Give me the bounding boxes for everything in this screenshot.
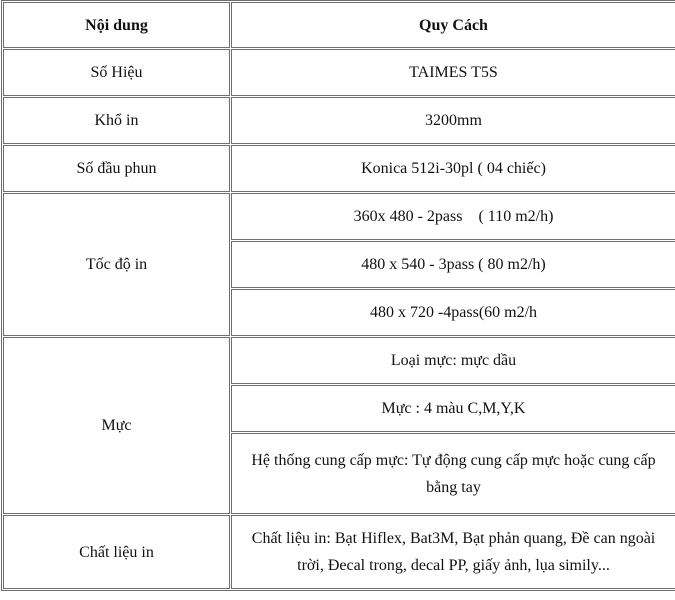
table-header-row xyxy=(3,2,675,48)
row-value-heads: Konica 512i-30pl ( 04 chiếc) xyxy=(231,145,675,192)
table-row-speed-1 xyxy=(3,193,675,240)
table-row-heads xyxy=(3,145,675,192)
row-value-width: 3200mm xyxy=(231,97,675,144)
row-label-material: Chất liệu in xyxy=(3,515,230,589)
header-content: Nội dung xyxy=(3,2,230,48)
table-row-width xyxy=(3,97,675,144)
row-value-speed-2: 480 x 540 - 3pass ( 80 m2/h) xyxy=(231,241,675,288)
row-label-ink: Mực xyxy=(3,337,230,514)
row-value-model: TAIMES T5S xyxy=(231,49,675,96)
row-label-heads: Số đầu phun xyxy=(3,145,230,192)
table-row-ink-1 xyxy=(3,337,675,384)
row-label-width: Khổ in xyxy=(3,97,230,144)
row-value-speed-1: 360x 480 - 2pass ( 110 m2/h) xyxy=(231,193,675,240)
spec-table xyxy=(1,0,675,591)
row-label-speed: Tốc độ in xyxy=(3,193,230,336)
row-label-model: Số Hiệu xyxy=(3,49,230,96)
table-row-material xyxy=(3,515,675,589)
row-value-ink-3: Hệ thống cung cấp mực: Tự động cung cấp mực hoặc cung cấp bằng tay xyxy=(231,433,675,514)
row-value-speed-3: 480 x 720 -4pass(60 m2/h xyxy=(231,289,675,336)
row-value-ink-1: Loại mực: mực dầu xyxy=(231,337,675,384)
row-value-material: Chất liệu in: Bạt Hiflex, Bat3M, Bạt phản quang, Đề can ngoài trời, Đecal trong, decal PP, giấy ảnh, lụa simily... xyxy=(231,515,675,589)
row-value-ink-2: Mực : 4 màu C,M,Y,K xyxy=(231,385,675,432)
table-row-model xyxy=(3,49,675,96)
header-spec: Quy Cách xyxy=(231,2,675,48)
